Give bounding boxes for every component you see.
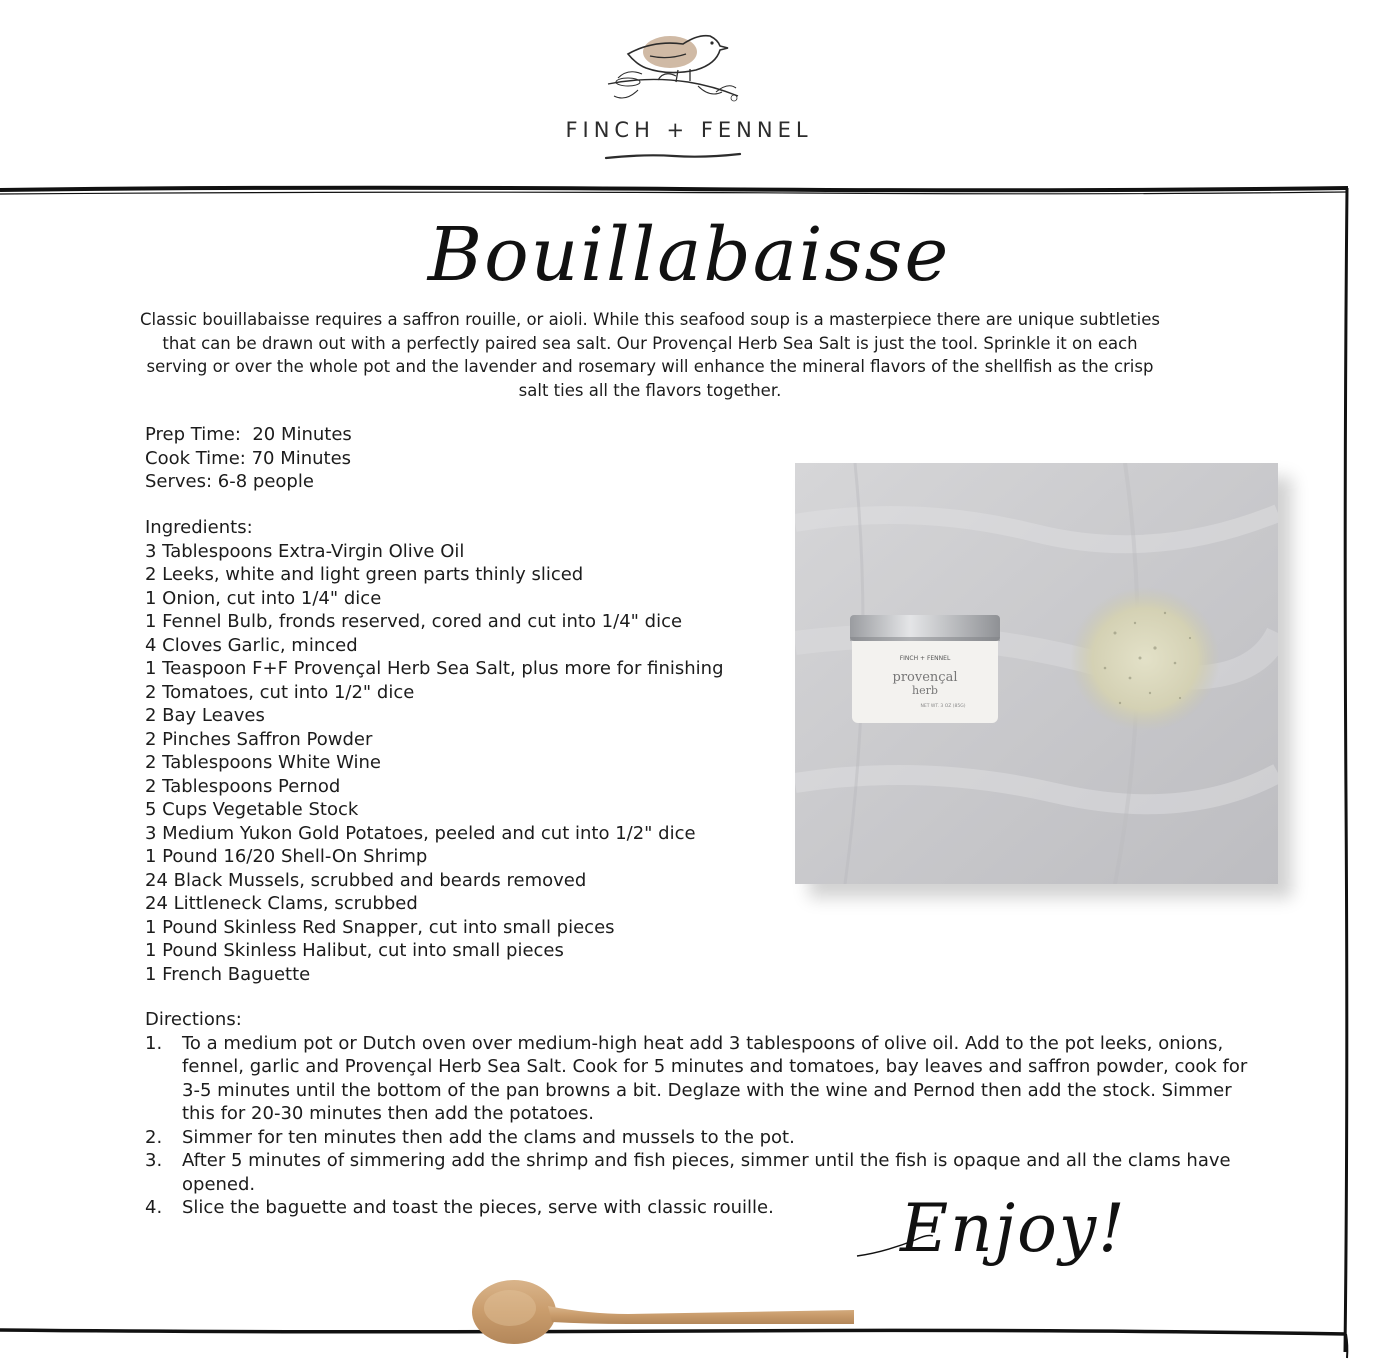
list-item <box>145 1149 1265 1196</box>
jar-brand-text: FINCH + FENNEL <box>899 655 951 662</box>
list-item: 2 Bay Leaves <box>145 705 265 726</box>
salt-jar-photo <box>795 463 1278 884</box>
recipe-title: Bouillabaisse <box>427 212 951 298</box>
list-item: 24 Littleneck Clams, scrubbed <box>145 893 418 914</box>
step-number: 3. <box>145 1150 163 1171</box>
jar-label-line2: herb <box>912 684 938 697</box>
list-item: 24 Black Mussels, scrubbed and beards removed <box>145 869 587 891</box>
step-number: 2. <box>145 1126 163 1148</box>
step-number: 4. <box>145 1197 163 1218</box>
wooden-spoon-icon <box>468 1276 858 1346</box>
list-item: 2 Pinches Saffron Powder <box>145 728 373 750</box>
list-item: 3 Tablespoons Extra-Virgin Olive Oil <box>145 540 465 562</box>
list-item: 1 Pound 16/20 Shell-On Shrimp <box>145 846 428 867</box>
list-item: 4 Cloves Garlic, minced <box>145 634 358 656</box>
list-item: 5 Cups Vegetable Stock <box>145 799 359 820</box>
step-text: After 5 minutes of simmering add the shrimp and fish pieces, simmer until the fish is opaque and all the clams have opened. <box>182 1150 1231 1195</box>
list-item: 2 Tablespoons Pernod <box>145 775 341 797</box>
signoff-text: Enjoy! <box>900 1190 1127 1267</box>
list-item: 1 Teaspoon F+F Provençal Herb Sea Salt, plus more for finishing <box>145 658 724 679</box>
step-text: Simmer for ten minutes then add the clams and mussels to the pot. <box>182 1126 795 1148</box>
prep-time: Prep Time: 20 Minutes <box>145 424 352 445</box>
brand-name: FINCH + FENNEL <box>565 118 813 142</box>
cook-time: Cook Time: 70 Minutes <box>145 447 352 469</box>
list-item: 1 Fennel Bulb, fronds reserved, cored and cut into 1/4" dice <box>145 611 683 632</box>
list-item: 1 Onion, cut into 1/4" dice <box>145 587 382 609</box>
ingredients-list <box>145 540 724 987</box>
ingredients-heading: Ingredients: <box>145 517 253 538</box>
list-item: 1 French Baguette <box>145 963 311 985</box>
step-text: Slice the baguette and toast the pieces, serve with classic rouille. <box>182 1197 774 1218</box>
list-item: 3 Medium Yukon Gold Potatoes, peeled and cut into 1/2" dice <box>145 822 696 844</box>
serves: Serves: 6-8 people <box>145 471 314 492</box>
jar-net-wt: NET WT. 3 OZ (85G) <box>920 704 966 709</box>
jar-label-line1: provençal <box>892 670 958 685</box>
list-item: 1 Pound Skinless Red Snapper, cut into small pieces <box>145 916 615 938</box>
ingredients-section <box>145 516 724 986</box>
step-number: 1. <box>145 1032 163 1054</box>
recipe-intro: Classic bouillabaisse requires a saffron rouille, or aioli. While this seafood soup is a masterpiece there are unique subtleties that can be drawn out with a perfectly paired sea salt. Our Provençal Herb Sea Salt is just the tool. Sprinkle it on each serving or over the whole pot and the lavender and rosemary will enhance the mineral flavors of the shellfish as the crisp salt ties all the flavors together. <box>139 310 1160 400</box>
list-item: 2 Tablespoons White Wine <box>145 752 382 773</box>
list-item: 2 Leeks, white and light green parts thinly sliced <box>145 564 584 585</box>
directions-heading: Directions: <box>145 1009 242 1030</box>
list-item: 1 Pound Skinless Halibut, cut into small pieces <box>145 940 564 961</box>
step-text: To a medium pot or Dutch oven over medium-high heat add 3 tablespoons of olive oil. Add to the pot leeks, onions, fennel, garlic and Provençal Herb Sea Salt. Cook for 5 minutes and tomatoes, bay leaves and saffron powder, cook for 3-5 minutes until the bottom of the pan browns a bit. Deglaze with the wine and Pernod then add the stock. Simmer this for 20-30 minutes then add the potatoes. <box>182 1032 1248 1124</box>
directions-section <box>145 1008 1265 1220</box>
list-item <box>145 1032 1265 1126</box>
list-item <box>145 1126 1265 1150</box>
list-item: 2 Tomatoes, cut into 1/2" dice <box>145 681 415 703</box>
product-photo <box>795 463 1278 884</box>
recipe-meta <box>145 423 352 494</box>
